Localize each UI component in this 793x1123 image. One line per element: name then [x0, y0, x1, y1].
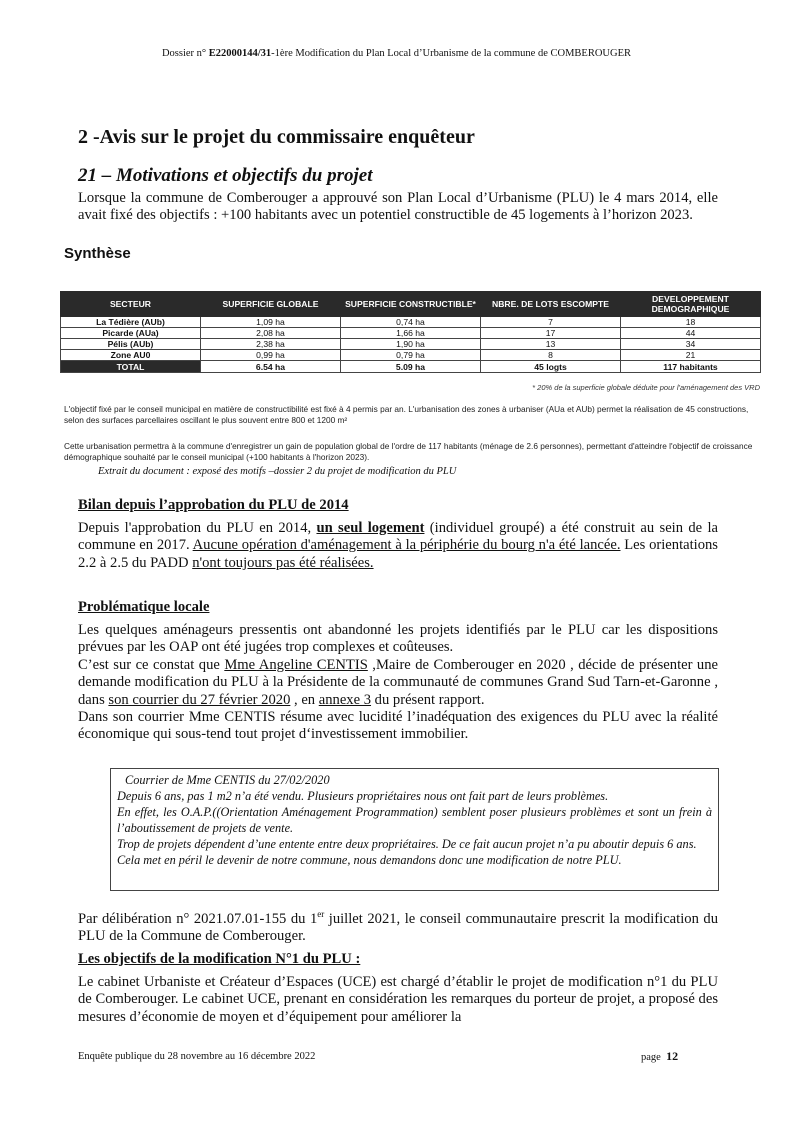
synthese-note: L'objectif fixé par le conseil municipal en matière de constructibilité est fixé à 4 permis par an. L'urbanisation des zones à urbaniser (AUa et AUb) permet la réalisation de 45 constructions, selon des surfaces parcellaires oscillant le plus souvent entre 800 et 1200 m²	[64, 404, 749, 425]
table-row: Pélis (AUb) 2,38 ha 1,90 ha 13 34	[61, 339, 761, 350]
page-number: page 12	[641, 1049, 679, 1063]
quote-title: Courrier de Mme CENTIS du 27/02/2020	[125, 773, 330, 787]
bilan-title: Bilan depuis l’approbation du PLU de 2014	[78, 497, 349, 513]
footer-text: Enquête publique du 28 novembre au 16 décembre 2022	[78, 1051, 316, 1062]
table-header-row	[61, 292, 761, 317]
bilan-paragraph: Depuis l'approbation du PLU en 2014, un seul logement (individuel groupé) a été construit au sein de la commune en 2017. Aucune opération d'aménagement à la périphérie du bourg n'a été lancée. Les orientations 2.2 à 2.5 du PADD n'ont toujours pas été réalisées.	[78, 520, 718, 571]
deliberation-paragraph: Par délibération n° 2021.07.01-155 du 1er juillet 2021, le conseil communautaire prescrit la modification du PLU de la Commune de Comberouger.	[78, 909, 718, 945]
table-footnote: * 20% de la superficie globale déduite pour l'aménagement des VRD	[532, 383, 760, 392]
column-header: SECTEUR	[61, 292, 201, 317]
dossier-ref: E22000144/31	[208, 48, 272, 59]
column-header: NBRE. DE LOTS ESCOMPTE	[481, 292, 621, 317]
table-row: La Tédière (AUb) 1,09 ha 0,74 ha 7 18	[61, 317, 761, 328]
synthese-note: Cette urbanisation permettra à la commune d'enregistrer un gain de population global de l'ordre de 117 habitants (ménage de 2.6 personnes), permettant d'atteindre l'objectif de croissance démographique souhaité par le conseil municipal (+100 habitants à l'horizon 2023).	[64, 441, 753, 462]
section-heading: 2 -Avis sur le projet du commissaire enquêteur	[78, 126, 475, 148]
table-caption: Extrait du document : exposé des motifs –dossier 2 du projet de modification du PLU	[98, 466, 457, 477]
synthese-title: Synthèse	[64, 245, 131, 262]
table-row: Zone AU0 0,99 ha 0,79 ha 8 21	[61, 350, 761, 361]
probleme-title: Problématique locale	[78, 599, 210, 615]
column-header: DEVELOPPEMENT DEMOGRAPHIQUE	[621, 292, 761, 317]
table-total-row: TOTAL 6.54 ha 5.09 ha 45 logts 117 habitants	[61, 361, 761, 373]
table-row: Picarde (AUa) 2,08 ha 1,66 ha 17 44	[61, 328, 761, 339]
subsection-heading: 21 – Motivations et objectifs du projet	[78, 165, 373, 186]
objectifs-paragraph: Le cabinet Urbaniste et Créateur d’Espaces (UCE) est chargé d’établir le projet de modification n°1 du PLU de Comberouger. Le cabinet UCE, prenant en considération les remarques du porteur de projet, a proposé des mesures d’économie de moyen et d’équipement pour améliorer la	[78, 974, 718, 1025]
page-header: Dossier n° E22000144/31-1ère Modification du Plan Local d’Urbanisme de la commune de COMBEROUGER	[161, 48, 632, 59]
probleme-text: Les quelques aménageurs pressentis ont abandonné les projets identifiés par le PLU car les dispositions prévues par les OAP ont été jugées trop complexes et coûteuses. C’est sur ce constat que Mme Angeline CENTIS ,Maire de Comberouger en 2020 , décide de présenter une demande modification du PLU à la Présidente de la communauté de communes Grand Sud Tarn-et-Garonne , dans son courrier du 27 février 2020 , en annexe 3 du présent rapport. Dans son courrier Mme CENTIS résume avec lucidité l’inadéquation des exigences du PLU avec la réalité économique qui sous-tend tout projet d‘investissement immobilier.	[78, 622, 718, 743]
column-header: SUPERFICIE GLOBALE	[201, 292, 341, 317]
synthese-table	[60, 291, 761, 373]
quote-box: Courrier de Mme CENTIS du 27/02/2020 Depuis 6 ans, pas 1 m2 n’a été vendu. Plusieurs propriétaires nous ont fait part de leurs problèmes. En effet, les O.A.P.((Orientation Aménagement Programmation) semblent poser plusieurs problèmes et sont un frein à l’aboutissement de projets de vente. Trop de projets dépendent d’une entente entre deux propriétaires. De ce fait aucun projet n’a pu aboutir depuis 6 ans. Cela met en péril le devenir de notre commune, nous demandons donc une modification de notre PLU.	[110, 768, 719, 891]
column-header: SUPERFICIE CONSTRUCTIBLE*	[341, 292, 481, 317]
objectifs-title: Les objectifs de la modification N°1 du PLU :	[78, 951, 361, 967]
intro-paragraph: Lorsque la commune de Comberouger a approuvé son Plan Local d’Urbanisme (PLU) le 4 mars 2014, elle avait fixé des objectifs : +100 habitants avec un potentiel constructible de 45 logements à l’horizon 2023.	[78, 190, 718, 224]
